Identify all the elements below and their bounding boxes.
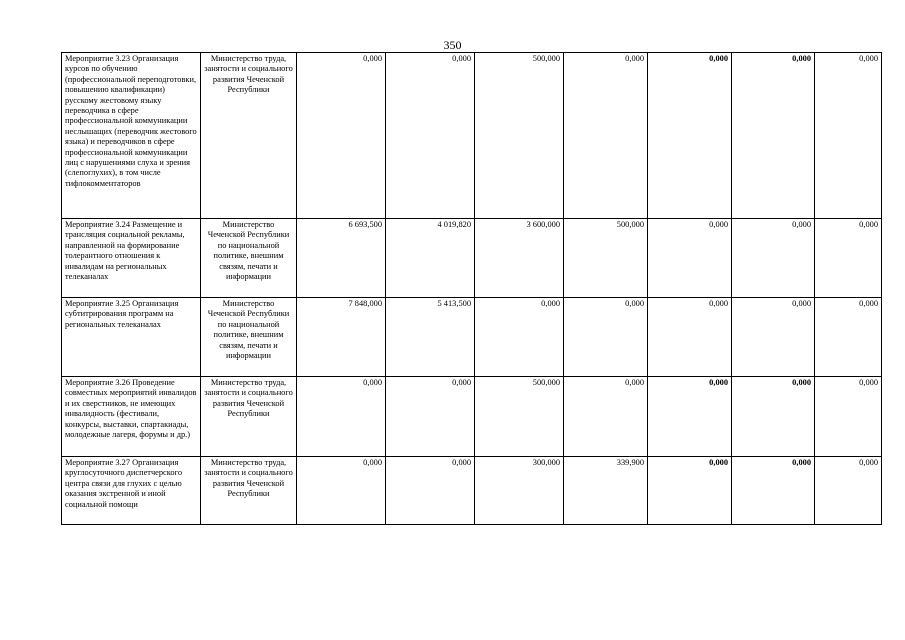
amount-cell: 339,900 xyxy=(564,457,648,525)
amount-cell: 300,000 xyxy=(475,457,564,525)
agency-cell: Министерство Чеченской Республики по национальной политике, внешним связям, печати и информации xyxy=(201,219,297,298)
activity-cell: Мероприятие 3.27 Организация круглосуточного диспетчерского центра связи для глухих с целью оказания экстренной и иной социальной помощи xyxy=(62,457,201,525)
amount-cell: 0,000 xyxy=(648,53,732,219)
amount-cell: 0,000 xyxy=(815,53,882,219)
amount-cell: 3 600,000 xyxy=(475,219,564,298)
amount-cell: 0,000 xyxy=(732,219,815,298)
table-row xyxy=(62,298,882,377)
amount-cell: 0,000 xyxy=(732,53,815,219)
amount-cell: 0,000 xyxy=(648,219,732,298)
amount-cell: 0,000 xyxy=(815,457,882,525)
amount-cell: 0,000 xyxy=(815,377,882,457)
amount-cell: 6 693,500 xyxy=(297,219,386,298)
amount-cell: 0,000 xyxy=(297,377,386,457)
agency-cell: Министерство Чеченской Республики по национальной политике, внешним связям, печати и информации xyxy=(201,298,297,377)
amount-cell: 0,000 xyxy=(386,53,475,219)
amount-cell: 0,000 xyxy=(564,298,648,377)
table-row xyxy=(62,377,882,457)
amount-cell: 0,000 xyxy=(564,377,648,457)
amount-cell: 0,000 xyxy=(475,298,564,377)
table-row xyxy=(62,53,882,219)
activity-cell: Мероприятие 3.23 Организация курсов по обучению (профессиональной переподготовки, повышению квалификации) русскому жестовому языку переводчика в сфере профессиональной коммуникации неслышащих (переводчик жестового языка) и переводчиков в сфере профессиональной коммуникации лиц с нарушениями слуха и зрения (слепоглухих), в том числе тифлокомментаторов xyxy=(62,53,201,219)
amount-cell: 500,000 xyxy=(564,219,648,298)
amount-cell: 0,000 xyxy=(732,377,815,457)
amount-cell: 0,000 xyxy=(297,53,386,219)
table-row xyxy=(62,457,882,525)
agency-cell: Министерство труда, занятости и социального развития Чеченской Республики xyxy=(201,377,297,457)
amount-cell: 0,000 xyxy=(648,298,732,377)
amount-cell: 500,000 xyxy=(475,377,564,457)
amount-cell: 0,000 xyxy=(732,298,815,377)
page-number: 350 xyxy=(443,38,462,52)
table-row xyxy=(62,219,882,298)
amount-cell: 500,000 xyxy=(475,53,564,219)
agency-cell: Министерство труда, занятости и социального развития Чеченской Республики xyxy=(201,53,297,219)
amount-cell: 5 413,500 xyxy=(386,298,475,377)
amount-cell: 0,000 xyxy=(564,53,648,219)
activity-cell: Мероприятие 3.24 Размещение и трансляция социальной рекламы, направленной на формирование толерантного отношения к инвалидам на региональных телеканалах xyxy=(62,219,201,298)
amount-cell: 0,000 xyxy=(732,457,815,525)
amount-cell: 0,000 xyxy=(815,219,882,298)
amount-cell: 0,000 xyxy=(297,457,386,525)
amount-cell: 0,000 xyxy=(815,298,882,377)
activity-cell: Мероприятие 3.26 Проведение совместных мероприятий инвалидов и их сверстников, не имеющих инвалидность (фестивали, конкурсы, выставки, спартакиады, молодежные лагеря, форумы и др.) xyxy=(62,377,201,457)
activity-cell: Мероприятие 3.25 Организация субтитрирования программ на региональных телеканалах xyxy=(62,298,201,377)
amount-cell: 4 019,820 xyxy=(386,219,475,298)
table-body xyxy=(62,53,882,525)
program-activities-table xyxy=(61,52,882,525)
amount-cell: 0,000 xyxy=(648,457,732,525)
amount-cell: 0,000 xyxy=(386,457,475,525)
agency-cell: Министерство труда, занятости и социального развития Чеченской Республики xyxy=(201,457,297,525)
amount-cell: 0,000 xyxy=(648,377,732,457)
amount-cell: 7 848,000 xyxy=(297,298,386,377)
amount-cell: 0,000 xyxy=(386,377,475,457)
